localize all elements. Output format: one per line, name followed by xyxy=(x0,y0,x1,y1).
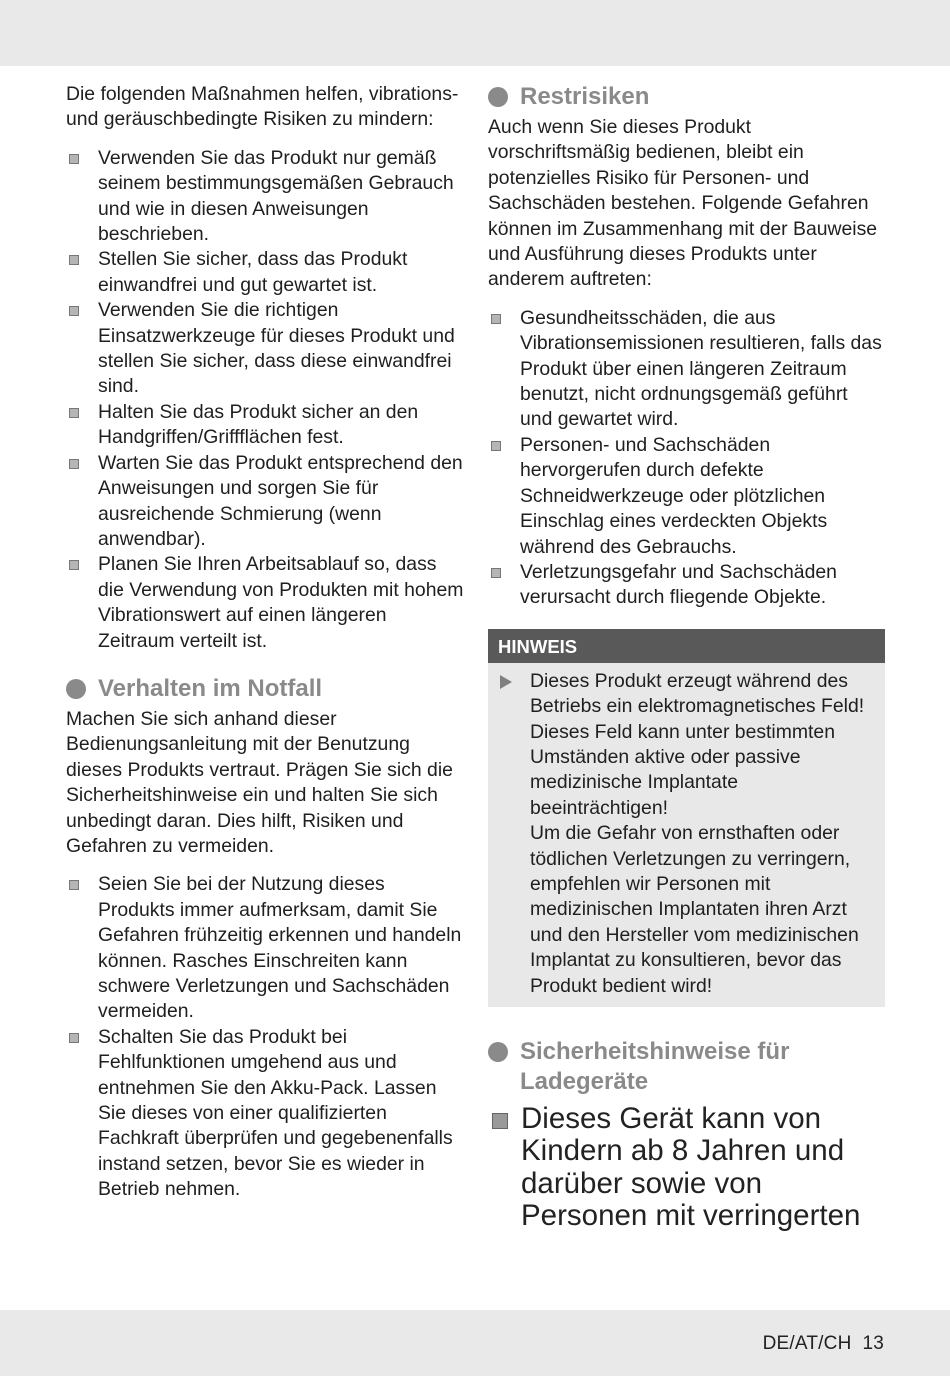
square-bullet-icon xyxy=(69,255,79,265)
square-bullet-icon xyxy=(69,459,79,469)
circle-bullet-icon xyxy=(66,679,86,699)
list-item: Schalten Sie das Produkt bei Fehlfunktionen umgehend aus und entnehmen Sie den Akku-Pack. Lassen Sie dieses von einer qualifizierten Fachkraft überprüfen und gegebenenfalls instand setzen, bevor Sie es wieder in Betrieb nehmen. xyxy=(66,1025,464,1203)
square-bullet-icon xyxy=(69,880,79,890)
header-band xyxy=(0,0,950,66)
square-bullet-icon xyxy=(491,314,501,324)
measures-list xyxy=(66,146,464,654)
hinweis-text-2: Um die Gefahr von ernsthaften oder tödlichen Verletzungen zu verringern, empfehlen wir Personen mit medizinischen Implantaten ihren Arzt und den Hersteller vom medizinischen Implantat zu konsultieren, bevor das Produkt bedient wird! xyxy=(530,822,859,997)
square-bullet-icon xyxy=(491,441,501,451)
page-number: DE/AT/CH 13 xyxy=(762,1333,884,1354)
hinweis-label: HINWEIS xyxy=(488,629,885,663)
restrisiken-paragraph: Auch wenn Sie dieses Produkt vorschriftsmäßig bedienen, bleibt ein potenzielles Risiko für Personen- und Sachschäden bestehen. Folgende Gefahren können im Zusammenhang mit der Bauweise und Ausführung dieses Produkts unter anderem auftreten: xyxy=(488,116,878,291)
hinweis-text-1: Dieses Produkt erzeugt während des Betriebs ein elektromagnetisches Feld! Dieses Feld kann unter bestimmten Umständen aktive oder passive medizinische Implantate beeinträchtigen! xyxy=(530,669,865,819)
list-item: Planen Sie Ihren Arbeitsablauf so, dass die Verwendung von Produkten mit hohem Vibrationswert auf einen längeren Zeitraum verteilt ist. xyxy=(66,552,464,654)
list-item: Verwenden Sie die richtigen Einsatzwerkzeuge für dieses Produkt und stellen Sie sicher, dass diese einwandfrei sind. xyxy=(66,298,464,400)
list-item: Seien Sie bei der Nutzung dieses Produkts immer aufmerksam, damit Sie Gefahren frühzeitig erkennen und handeln können. Rasches Einschreiten kann schwere Verletzungen und Sachschäden vermeiden. xyxy=(66,872,464,1024)
section-heading-restrisiken: Restrisiken xyxy=(488,82,885,112)
hinweis-box xyxy=(488,629,885,1007)
circle-bullet-icon xyxy=(488,1042,508,1062)
list-item: Verletzungsgefahr und Sachschäden verursacht durch fliegende Objekte. xyxy=(488,560,885,611)
list-item: Personen- und Sachschäden hervorgerufen durch defekte Schneidwerkzeuge oder plötzlichen Einschlag eines verdeckten Objekts während des Gebrauchs. xyxy=(488,433,885,560)
risks-list xyxy=(488,306,885,611)
square-bullet-icon xyxy=(69,306,79,316)
square-bullet-icon xyxy=(69,1033,79,1043)
square-bullet-icon xyxy=(492,1113,508,1129)
square-bullet-icon xyxy=(69,408,79,418)
list-item: Verwenden Sie das Produkt nur gemäß seinem bestimmungsgemäßen Gebrauch und wie in diesen Anweisungen beschrieben. xyxy=(66,146,464,248)
square-bullet-icon xyxy=(69,154,79,164)
section-heading-notfall: Verhalten im Notfall xyxy=(66,674,464,704)
square-bullet-icon xyxy=(69,560,79,570)
list-item: Warten Sie das Produkt entsprechend den Anweisungen und sorgen Sie für ausreichende Schmierung (wenn anwendbar). xyxy=(66,451,464,553)
left-column xyxy=(66,82,464,1203)
list-item: Halten Sie das Produkt sicher an den Handgriffen/Griffflächen fest. xyxy=(66,400,464,451)
intro-paragraph: Die folgenden Maßnahmen helfen, vibrations- und geräuschbedingte Risiken zu mindern: xyxy=(66,83,459,131)
list-item: Gesundheitsschäden, die aus Vibrationsemissionen resultieren, falls das Produkt über einen längeren Zeitraum benutzt, nicht ordnungsgemäß geführt und gewartet wird. xyxy=(488,306,885,433)
section-heading-ladegeraete: Sicherheitshinweise für Ladegeräte xyxy=(488,1037,885,1097)
notfall-list xyxy=(66,872,464,1202)
circle-bullet-icon xyxy=(488,87,508,107)
triangle-arrow-icon xyxy=(500,675,512,689)
hinweis-content xyxy=(488,663,885,999)
notfall-paragraph: Machen Sie sich anhand dieser Bedienungsanleitung mit der Benutzung dieses Produkts vertraut. Prägen Sie sich die Sicherheitshinweise ein und halten Sie sich unbedingt daran. Dies hilft, Risiken und Gefahren zu vermeiden. xyxy=(66,707,453,857)
right-column xyxy=(488,82,885,1233)
square-bullet-icon xyxy=(491,568,501,578)
large-warning-item: Dieses Gerät kann von Kindern ab 8 Jahren und darüber sowie von Personen mit verringerten xyxy=(488,1103,885,1233)
list-item: Stellen Sie sicher, dass das Produkt einwandfrei und gut gewartet ist. xyxy=(66,247,464,298)
